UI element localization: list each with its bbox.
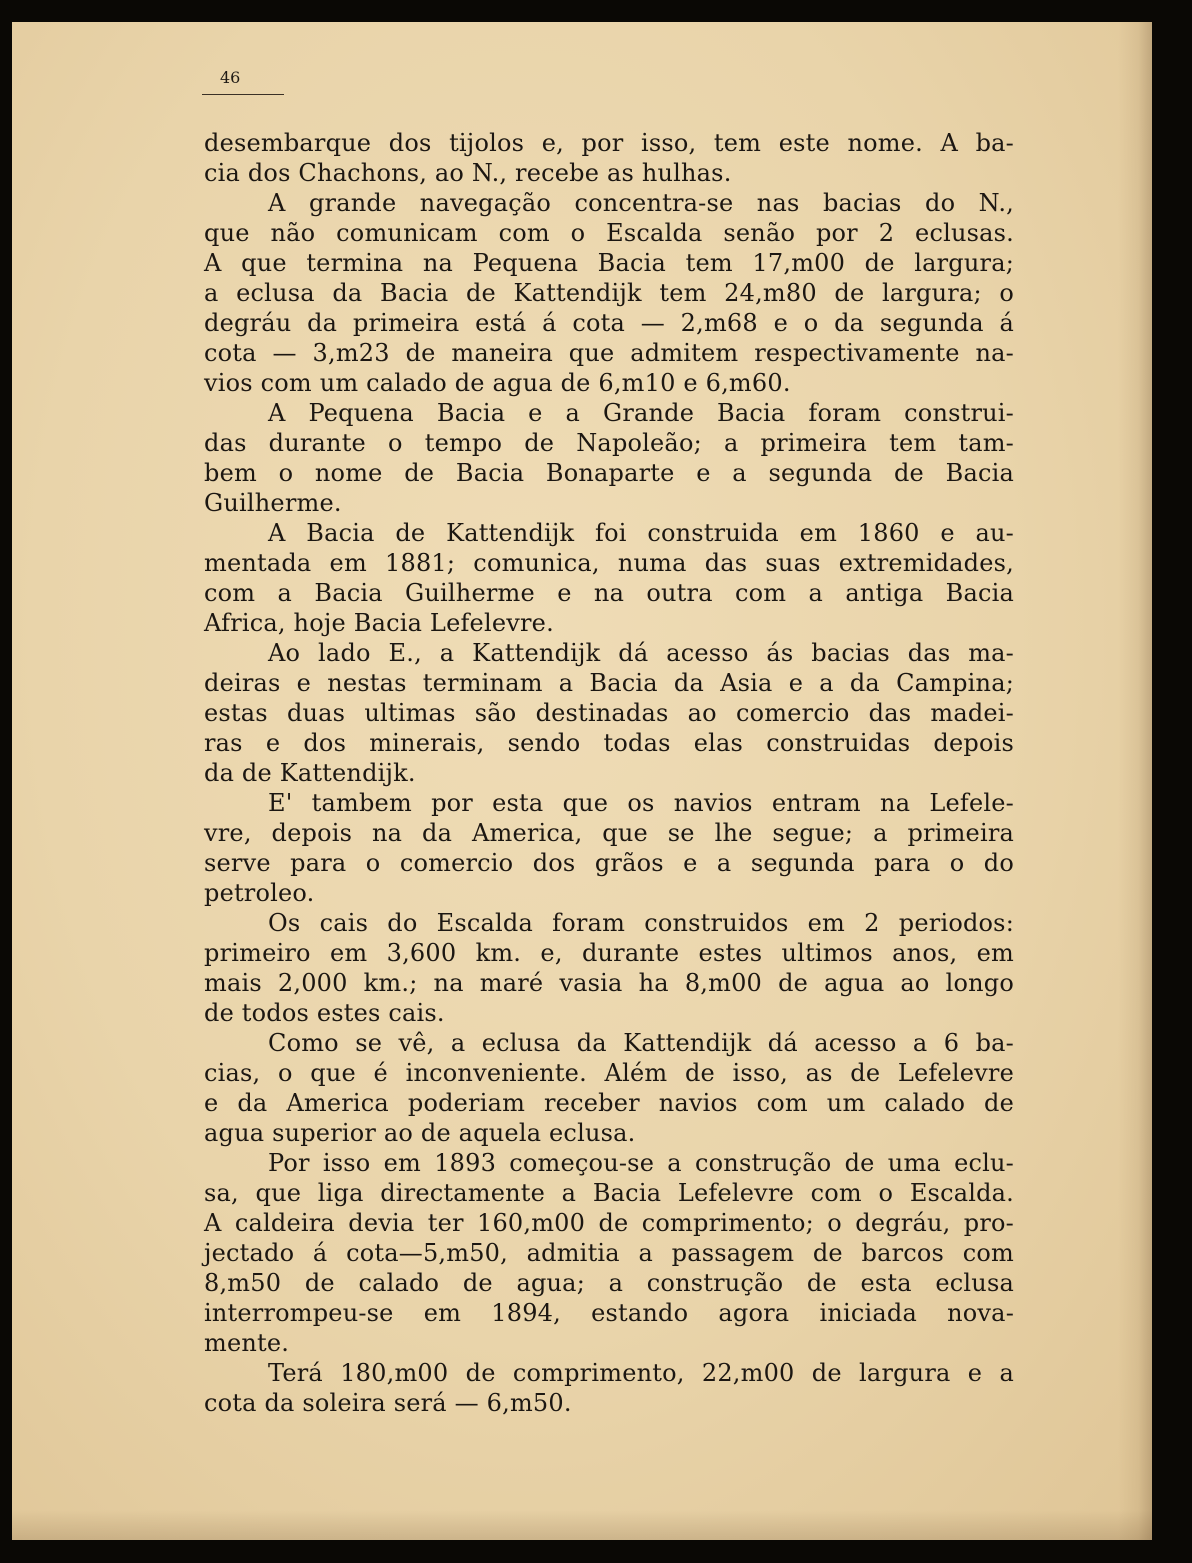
text-line: cia dos Chachons, ao N., recebe as hulhas.: [204, 159, 732, 187]
text-line: Terá 180,m00 de comprimento, 22,m00 de largura e a: [268, 1359, 1014, 1387]
page-number: 46: [220, 68, 241, 87]
text-line: mentada em 1881; comunica, numa das suas extremidades,: [204, 549, 1014, 577]
text-line: petroleo.: [204, 879, 315, 907]
text-line: jectado á cota—5,m50, admitia a passagem de barcos com: [204, 1239, 1014, 1267]
text-line: deiras e nestas terminam a Bacia da Asia e a da Campina;: [204, 669, 1014, 697]
text-line: Os cais do Escalda foram construidos em 2 periodos:: [268, 909, 1014, 937]
text-line: Africa, hoje Bacia Lefelevre.: [204, 609, 554, 637]
text-line: primeiro em 3,600 km. e, durante estes ultimos anos, em: [204, 939, 1014, 967]
text-line: A que termina na Pequena Bacia tem 17,m00 de largura;: [204, 249, 1014, 277]
text-line: e da America poderiam receber navios com um calado de: [204, 1089, 1014, 1117]
text-line: de todos estes cais.: [204, 999, 445, 1027]
text-line: degráu da primeira está á cota — 2,m68 e o da segunda á: [204, 309, 1014, 337]
body-text: [204, 128, 1014, 1418]
text-line: interrompeu-se em 1894, estando agora iniciada nova-: [204, 1299, 1014, 1327]
text-line: cias, o que é inconveniente. Além de isso, as de Lefelevre: [204, 1059, 1014, 1087]
text-line: bem o nome de Bacia Bonaparte e a segunda de Bacia: [204, 459, 1014, 487]
page-edge-shadow-bottom: [12, 1510, 1152, 1540]
text-line: A grande navegação concentra-se nas bacias do N.,: [268, 189, 1014, 217]
text-line: agua superior ao de aquela eclusa.: [204, 1119, 636, 1147]
text-line: ras e dos minerais, sendo todas elas construidas depois: [204, 729, 1014, 757]
text-line: sa, que liga directamente a Bacia Lefelevre com o Escalda.: [204, 1179, 1014, 1207]
text-line: da de Kattendijk.: [204, 759, 416, 787]
text-line: Guilherme.: [204, 489, 342, 517]
text-line: com a Bacia Guilherme e na outra com a antiga Bacia: [204, 579, 1014, 607]
text-line: Por isso em 1893 começou-se a construção de uma eclu-: [268, 1149, 1014, 1177]
text-line: cota — 3,m23 de maneira que admitem respectivamente na-: [204, 339, 1014, 367]
page-edge-shadow-right: [1118, 22, 1152, 1540]
text-line: A Pequena Bacia e a Grande Bacia foram construi-: [268, 399, 1014, 427]
text-line: vre, depois na da America, que se lhe segue; a primeira: [204, 819, 1014, 847]
text-line: mente.: [204, 1329, 290, 1357]
text-line: Como se vê, a eclusa da Kattendijk dá acesso a 6 ba-: [268, 1029, 1014, 1057]
page-number-rule: [202, 94, 284, 95]
text-line: A Bacia de Kattendijk foi construida em 1860 e au-: [268, 519, 1014, 547]
text-line: a eclusa da Bacia de Kattendijk tem 24,m80 de largura; o: [204, 279, 1014, 307]
book-page: [12, 22, 1152, 1540]
text-line: serve para o comercio dos grãos e a segunda para o do: [204, 849, 1014, 877]
text-line: cota da soleira será — 6,m50.: [204, 1389, 572, 1417]
text-line: estas duas ultimas são destinadas ao comercio das madei-: [204, 699, 1014, 727]
text-line: 8,m50 de calado de agua; a construção de esta eclusa: [204, 1269, 1014, 1297]
text-line: Ao lado E., a Kattendijk dá acesso ás bacias das ma-: [268, 639, 1014, 667]
text-line: E' tambem por esta que os navios entram na Lefele-: [268, 789, 1014, 817]
text-line: que não comunicam com o Escalda senão por 2 eclusas.: [204, 219, 1014, 247]
text-line: das durante o tempo de Napoleão; a primeira tem tam-: [204, 429, 1014, 457]
text-line: vios com um calado de agua de 6,m10 e 6,m60.: [204, 369, 791, 397]
text-line: desembarque dos tijolos e, por isso, tem este nome. A ba-: [204, 129, 1014, 157]
text-line: mais 2,000 km.; na maré vasia ha 8,m00 de agua ao longo: [204, 969, 1014, 997]
text-line: A caldeira devia ter 160,m00 de comprimento; o degráu, pro-: [204, 1209, 1014, 1237]
